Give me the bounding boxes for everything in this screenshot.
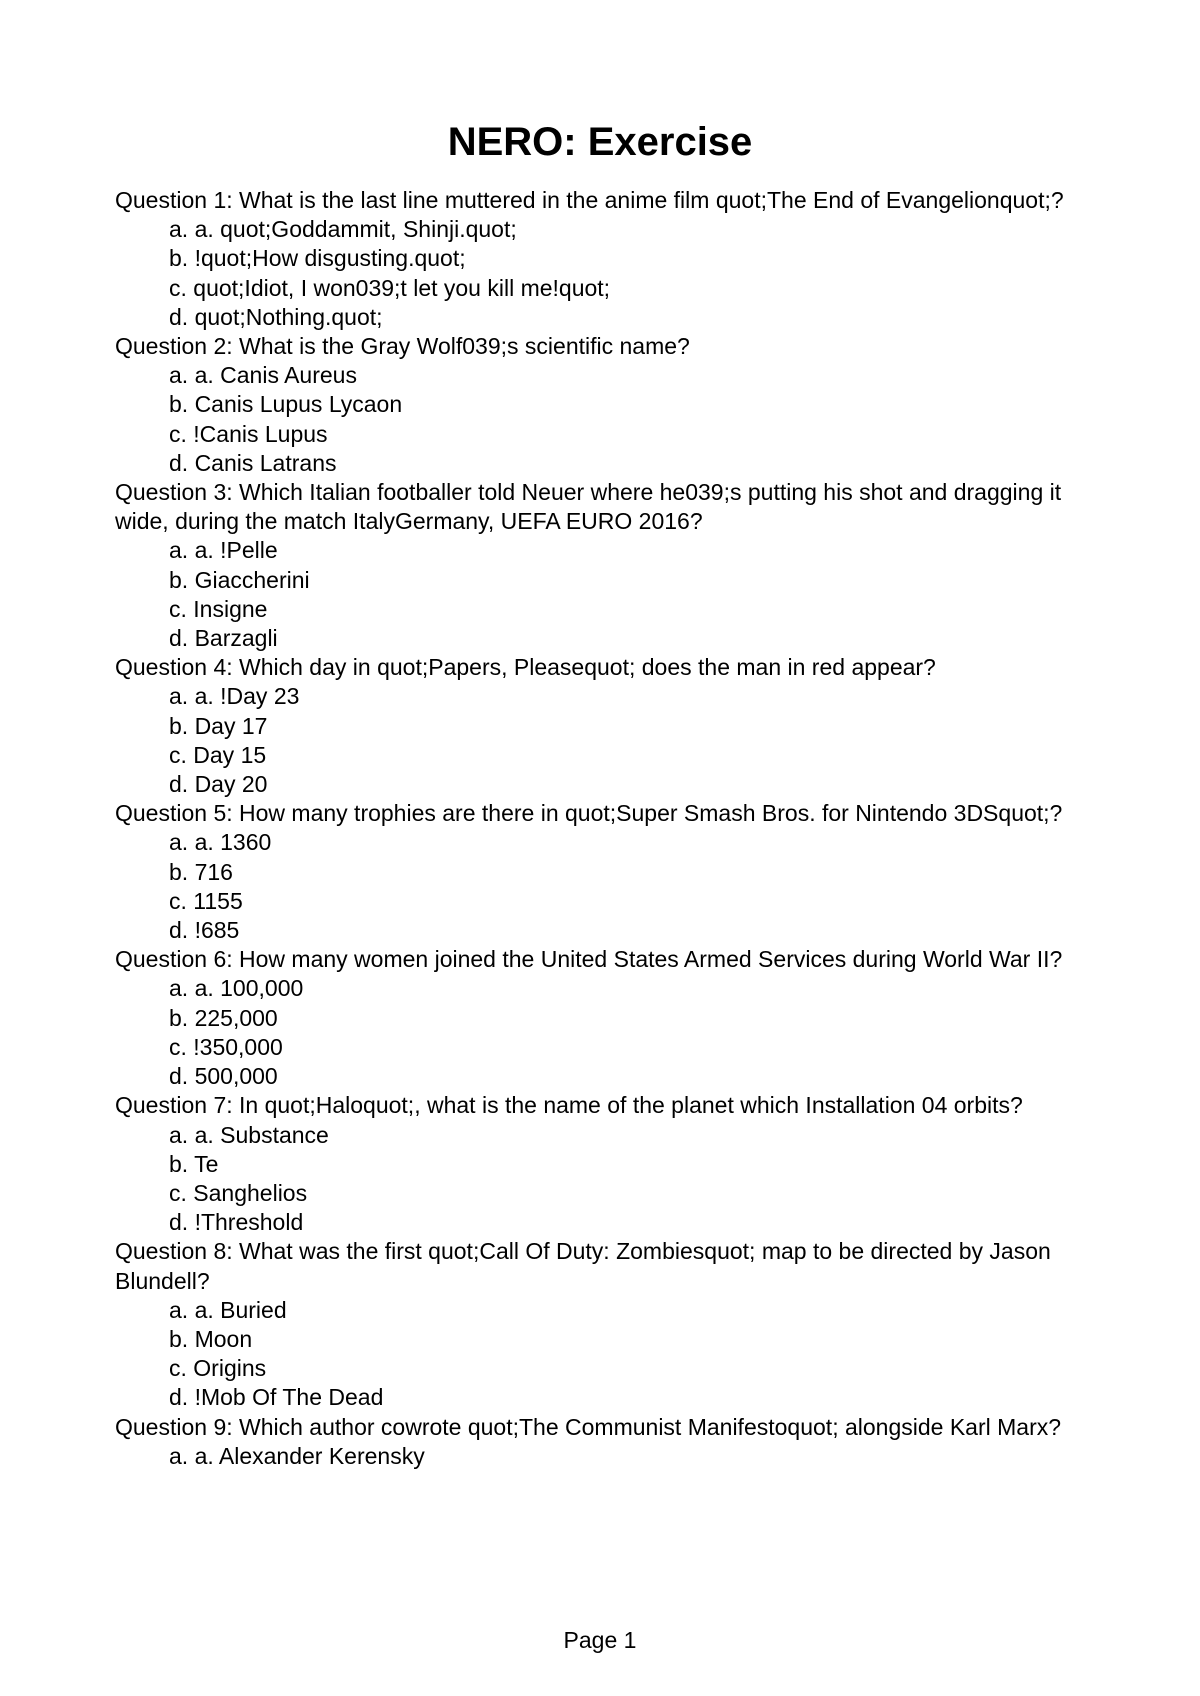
- answer-option: a. a. !Day 23: [169, 683, 300, 710]
- question-text: Question 8: What was the first quot;Call Of Duty: Zombiesquot; map to be directed by Jason Blundell?: [115, 1238, 1051, 1294]
- answer-option: d. !685: [169, 917, 240, 944]
- question-item: [115, 653, 1095, 799]
- answer-option: c. Day 15: [169, 741, 267, 768]
- answer-option: c. quot;Idiot, I won039;t let you kill me!quot;: [169, 274, 611, 301]
- question-text: Question 3: Which Italian footballer told Neuer where he039;s putting his shot and dragging it wide, during the match ItalyGermany, UEFA EURO 2016?: [115, 479, 1062, 535]
- answer-option: b. Moon: [169, 1325, 253, 1352]
- answer-option: c. Origins: [169, 1355, 267, 1382]
- question-text: Question 7: In quot;Haloquot;, what is the name of the planet which Installation 04 orbits?: [115, 1092, 1023, 1119]
- answer-option: d. Canis Latrans: [169, 449, 337, 476]
- answer-option: d. Day 20: [169, 771, 268, 798]
- answer-option: d. !Threshold: [169, 1209, 304, 1236]
- question-text: Question 1: What is the last line muttered in the anime film quot;The End of Evangelionquot;?: [115, 187, 1064, 213]
- answer-option: b. !quot;How disgusting.quot;: [169, 245, 466, 272]
- answer-option: a. a. 100,000: [169, 975, 304, 1002]
- answer-option: b. 225,000: [169, 1004, 278, 1031]
- answer-option: a. a. Buried: [169, 1296, 287, 1323]
- question-item: [115, 799, 1095, 945]
- answer-option: d. !Mob Of The Dead: [169, 1384, 384, 1411]
- answer-option: d. quot;Nothing.quot;: [169, 303, 383, 330]
- question-item: [115, 1091, 1095, 1237]
- question-item: [115, 478, 1095, 653]
- answer-option: a. a. 1360: [169, 829, 272, 856]
- answer-option: b. Day 17: [169, 712, 268, 739]
- answer-option: a. a. Alexander Kerensky: [169, 1442, 425, 1469]
- answer-option: b. Canis Lupus Lycaon: [169, 391, 403, 418]
- answer-option: a. a. Substance: [169, 1121, 329, 1148]
- answer-option: d. 500,000: [169, 1063, 278, 1090]
- question-item: [115, 1413, 1095, 1471]
- answer-option: a. a. Canis Aureus: [169, 362, 357, 389]
- question-item: [115, 186, 1095, 332]
- answer-option: c. 1155: [169, 887, 243, 914]
- answer-option: c. !Canis Lupus: [169, 420, 328, 447]
- page-number: Page 1: [563, 1627, 637, 1653]
- answer-option: b. 716: [169, 858, 233, 885]
- answer-option: c. Sanghelios: [169, 1179, 308, 1206]
- answer-option: b. Giaccherini: [169, 566, 310, 593]
- question-text: Question 4: Which day in quot;Papers, Pleasequot; does the man in red appear?: [115, 654, 936, 681]
- question-list: [115, 186, 1095, 1471]
- answer-option: a. a. quot;Goddammit, Shinji.quot;: [169, 216, 517, 243]
- question-text: Question 2: What is the Gray Wolf039;s scientific name?: [115, 333, 690, 360]
- question-item: [115, 1237, 1095, 1412]
- answer-option: d. Barzagli: [169, 625, 278, 652]
- question-text: Question 9: Which author cowrote quot;The Communist Manifestoquot; alongside Karl Marx?: [115, 1413, 1062, 1440]
- answer-option: a. a. !Pelle: [169, 537, 278, 564]
- answer-option: c. !350,000: [169, 1033, 283, 1060]
- question-item: [115, 332, 1095, 478]
- question-text: Question 5: How many trophies are there in quot;Super Smash Bros. for Nintendo 3DSquot;?: [115, 800, 1063, 827]
- question-item: [115, 945, 1095, 1091]
- page-title: NERO: Exercise: [447, 120, 753, 164]
- question-text: Question 6: How many women joined the United States Armed Services during World War II?: [115, 946, 1063, 973]
- answer-option: c. Insigne: [169, 595, 268, 622]
- answer-option: b. Te: [169, 1150, 219, 1177]
